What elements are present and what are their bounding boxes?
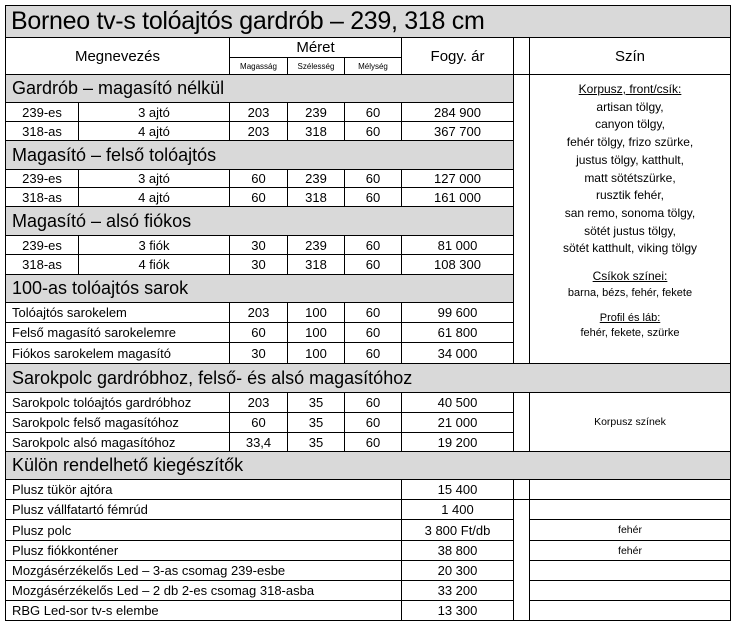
row-desc: 4 fiók [78,254,230,275]
row-width: 35 [287,432,345,452]
section-title: Magasító – felső tolóajtós [5,140,514,170]
row-price: 40 500 [401,392,514,413]
accessory-color [529,600,731,621]
accessory-name: Mozgásérzékelős Led – 3-as csomag 239-esbe [5,560,402,581]
accessory-price: 33 200 [401,580,514,601]
korpusz-color: rusztik fehér, [595,188,665,203]
row-name: Sarokpolc tolóajtós gardróbhoz [5,392,230,413]
korpusz-color: fehér tölgy, frizo szürke, [566,135,694,150]
row-price: 108 300 [401,254,514,275]
row-height: 30 [229,235,288,255]
profile-heading: Profil és láb: [599,311,661,324]
accessory-name: Plusz vállfatartó fémrúd [5,499,402,520]
row-name: Sarokpolc felső magasítóhoz [5,412,230,433]
sarokpolc-color: Korpusz színek [529,392,731,452]
row-height: 203 [229,102,288,122]
row-height: 30 [229,254,288,275]
spacer-column [513,392,530,452]
row-depth: 60 [344,342,402,364]
accessory-price: 13 300 [401,600,514,621]
row-width: 35 [287,412,345,433]
row-width: 100 [287,302,345,323]
header-size: Méret [229,37,402,58]
row-height: 60 [229,187,288,207]
accessory-price: 15 400 [401,479,514,500]
spacer-column [513,74,530,364]
accessory-name: RBG Led-sor tv-s elembe [5,600,402,621]
korpusz-color: artisan tölgy, [596,99,664,114]
accessory-name: Plusz fiókkonténer [5,540,402,561]
accessory-price: 3 800 Ft/db [401,519,514,541]
korpusz-color: canyon tölgy, [595,117,665,132]
korpusz-heading: Korpusz, front/csík: [578,82,682,96]
accessory-color [529,499,731,520]
korpusz-color: sötét justus tölgy, [584,223,676,238]
row-desc: 4 ajtó [78,121,230,141]
row-desc: 3 ajtó [78,102,230,122]
spacer-column [513,499,530,621]
row-height: 60 [229,412,288,433]
section-title: 100-as tolóajtós sarok [5,274,514,303]
row-depth: 60 [344,392,402,413]
row-desc: 4 ajtó [78,187,230,207]
row-depth: 60 [344,302,402,323]
row-height: 33,4 [229,432,288,452]
row-height: 60 [229,169,288,188]
row-height: 30 [229,342,288,364]
row-model: 318-as [5,254,79,275]
row-height: 203 [229,121,288,141]
accessory-price: 38 800 [401,540,514,561]
row-price: 367 700 [401,121,514,141]
header-color: Szín [529,37,731,75]
row-width: 239 [287,235,345,255]
stripes-heading: Csíkok színei: [592,269,668,284]
accessory-price: 20 300 [401,560,514,581]
header-name: Megnevezés [5,37,230,75]
row-width: 318 [287,121,345,141]
row-width: 239 [287,102,345,122]
accessory-color [529,479,731,500]
row-price: 61 800 [401,322,514,343]
row-height: 60 [229,322,288,343]
row-desc: 3 ajtó [78,169,230,188]
row-width: 100 [287,322,345,343]
accessory-name: Mozgásérzékelős Led – 2 db 2-es csomag 318-asba [5,580,402,601]
row-price: 284 900 [401,102,514,122]
accessory-color: fehér [529,540,731,561]
accessory-name: Plusz polc [5,519,402,541]
korpusz-color: matt sötétszürke, [584,170,676,185]
row-name: Felső magasító sarokelemre [5,322,230,343]
row-height: 203 [229,392,288,413]
row-width: 239 [287,169,345,188]
row-name: Sarokpolc alsó magasítóhoz [5,432,230,452]
row-model: 239-es [5,102,79,122]
header-depth: Mélység [344,57,402,75]
row-model: 239-es [5,235,79,255]
header-height: Magasság [229,57,288,75]
accessory-color: fehér [529,519,731,541]
row-depth: 60 [344,322,402,343]
row-depth: 60 [344,121,402,141]
row-price: 34 000 [401,342,514,364]
korpusz-color: sötét katthult, viking tölgy [562,241,698,256]
row-depth: 60 [344,169,402,188]
row-depth: 60 [344,432,402,452]
row-depth: 60 [344,235,402,255]
accessory-price: 1 400 [401,499,514,520]
accessory-color [529,560,731,581]
row-model: 239-es [5,169,79,188]
row-price: 99 600 [401,302,514,323]
section-title: Magasító – alsó fiókos [5,206,514,236]
stripes-value: barna, bézs, fehér, fekete [567,286,693,299]
header-spacer [513,37,530,75]
row-depth: 60 [344,102,402,122]
page-title: Borneo tv-s tolóajtós gardrób – 239, 318 cm [5,5,731,38]
row-depth: 60 [344,412,402,433]
row-height: 203 [229,302,288,323]
accessory-name: Plusz tükör ajtóra [5,479,402,500]
spacer-column [513,479,530,500]
row-model: 318-as [5,187,79,207]
row-price: 127 000 [401,169,514,188]
row-price: 161 000 [401,187,514,207]
row-name: Fiókos sarokelem magasító [5,342,230,364]
korpusz-color: justus tölgy, katthult, [576,152,684,167]
row-price: 19 200 [401,432,514,452]
section-title: Sarokpolc gardróbhoz, felső- és alsó magasítóhoz [5,363,731,393]
row-price: 21 000 [401,412,514,433]
row-width: 35 [287,392,345,413]
row-desc: 3 fiók [78,235,230,255]
row-model: 318-as [5,121,79,141]
row-price: 81 000 [401,235,514,255]
row-name: Tolóajtós sarokelem [5,302,230,323]
accessory-color [529,580,731,601]
profile-value: fehér, fekete, szürke [580,326,680,339]
row-width: 318 [287,254,345,275]
row-depth: 60 [344,187,402,207]
row-width: 318 [287,187,345,207]
header-width: Szélesség [287,57,345,75]
section-title: Gardrób – magasító nélkül [5,74,514,103]
section-title: Külön rendelhető kiegészítők [5,451,731,480]
color-options [529,74,731,364]
korpusz-color: san remo, sonoma tölgy, [564,205,696,220]
header-price: Fogy. ár [401,37,514,75]
row-width: 100 [287,342,345,364]
row-depth: 60 [344,254,402,275]
